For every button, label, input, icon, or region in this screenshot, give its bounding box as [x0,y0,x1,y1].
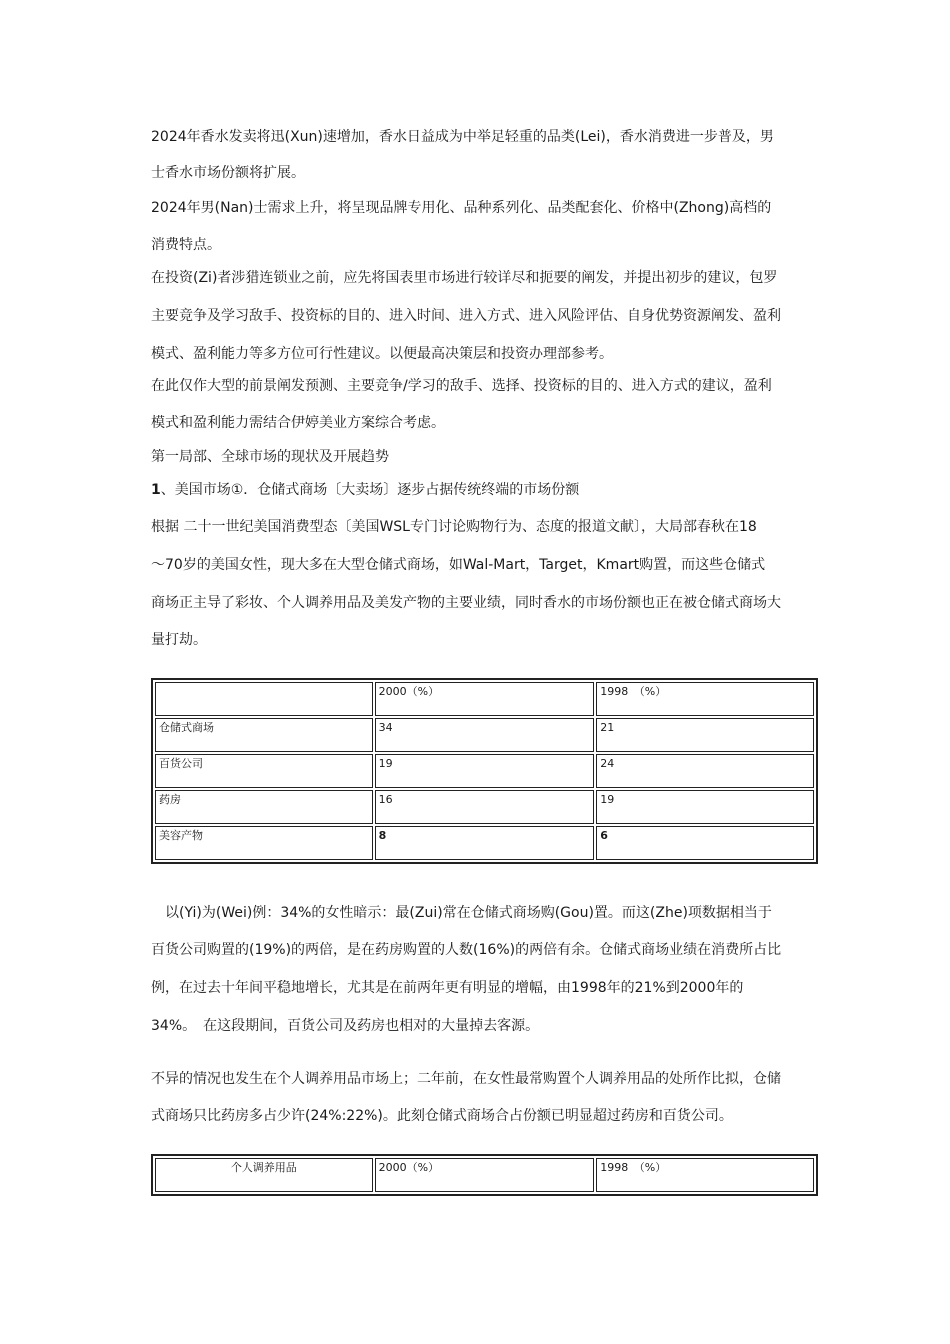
table-cell: 21 [596,718,814,752]
table-cell: 药房 [155,790,373,824]
paragraph-personal-care-cont: 式商场只比药房多占少许(24%:22%)。此刻仓储式商场合占份额已明显超过药房和百货公司。 [151,1108,733,1124]
table-store-share [151,678,818,864]
table-header-cell: 1998 （%） [596,1158,814,1192]
table-row [155,790,814,824]
paragraph-investor-advice-cont2: 模式、盈利能力等多方位可行性建议。以便最高决策层和投资办理部参考。 [151,346,613,362]
paragraph-example-cont3: 34%。 在这段期间，百货公司及药房也相对的大量掉去客源。 [151,1018,540,1034]
paragraph-investor-advice-cont1: 主要竞争及学习敌手、投资标的目的、进入时间、进入方式、进入风险评估、自身优势资源阐发、盈利 [151,308,781,324]
paragraph-wsl-report-cont3: 量打劫。 [151,632,207,648]
paragraph-forecast-scope: 在此仅作大型的前景阐发预测、主要竞争/学习的敌手、选择、投资标的目的、进入方式的建议，盈利 [151,378,772,394]
paragraph-investor-advice: 在投资(Zi)者涉猎连锁业之前，应先将国表里市场进行较详尽和扼要的阐发，并提出初步的建议，包罗 [151,270,778,286]
table-cell: 16 [375,790,595,824]
table-row [155,826,814,860]
table-header-row [155,1158,814,1192]
paragraph-wsl-report-cont2: 商场正主导了彩妆、个人调养用品及美发产物的主要业绩，同时香水的市场份额也正在被仓储式商场大 [151,595,781,611]
table-cell: 仓储式商场 [155,718,373,752]
table-row [155,718,814,752]
heading-number: 1 [151,482,161,498]
table-cell: 34 [375,718,595,752]
table-personal-care [151,1154,818,1196]
table-header-cell: 1998 （%） [596,682,814,716]
table-cell: 24 [596,754,814,788]
paragraph-men-demand-cont: 消费特点。 [151,237,221,253]
table-cell: 19 [375,754,595,788]
paragraph-example-cont2: 例，在过去十年间平稳地增长，尤其是在前两年更有明显的增幅，由1998年的21%到2000年的 [151,980,744,996]
paragraph-wsl-report-cont1: ～70岁的美国女性，现大多在大型仓储式商场，如Wal-Mart，Target，Kmart购置，而这些仓储式 [151,557,766,573]
section-title-global-market: 第一局部、全球市场的现状及开展趋势 [151,449,389,465]
paragraph-men-demand: 2024年男(Nan)士需求上升，将呈现品牌专用化、品种系列化、品类配套化、价格中(Zhong)高档的 [151,200,772,216]
paragraph-example-cont1: 百货公司购置的(19%)的两倍，是在药房购置的人数(16%)的两倍有余。仓储式商场业绩在消费所占比 [151,942,782,958]
paragraph-wsl-report: 根据 二十一世纪美国消费型态〔美国WSL专门讨论购物行为、态度的报道文献〕，大局部春秋在18 [151,519,757,535]
paragraph-perfume-sales: 2024年香水发卖将迅(Xun)速增加，香水日益成为中举足轻重的品类(Lei)，香水消费进一步普及，男 [151,129,774,145]
heading-us-market [151,480,811,500]
table-row [155,754,814,788]
table-header-cell: 个人调养用品 [155,1158,373,1192]
table-header-cell: 2000（%） [375,1158,595,1192]
paragraph-perfume-sales-cont: 士香水市场份额将扩展。 [151,165,305,181]
paragraph-example: 以(Yi)为(Wei)例：34%的女性暗示：最(Zui)常在仓储式商场购(Gou)置。而这(Zhe)项数据相当于 [151,905,772,921]
table-header-row [155,682,814,716]
table-cell: 百货公司 [155,754,373,788]
table-cell: 8 [375,826,595,860]
paragraph-personal-care: 不异的情况也发生在个人调养用品市场上；二年前，在女性最常购置个人调养用品的处所作比拟，仓储 [151,1071,781,1087]
heading-text: 、美国市场①．仓储式商场〔大卖场〕逐步占据传统终端的市场份额 [160,482,580,498]
table-cell: 美容产物 [155,826,373,860]
table-header-cell [155,682,373,716]
table-cell: 6 [596,826,814,860]
paragraph-forecast-scope-cont: 模式和盈利能力需结合伊婷美业方案综合考虑。 [151,415,445,431]
table-header-cell: 2000（%） [375,682,595,716]
table-cell: 19 [596,790,814,824]
